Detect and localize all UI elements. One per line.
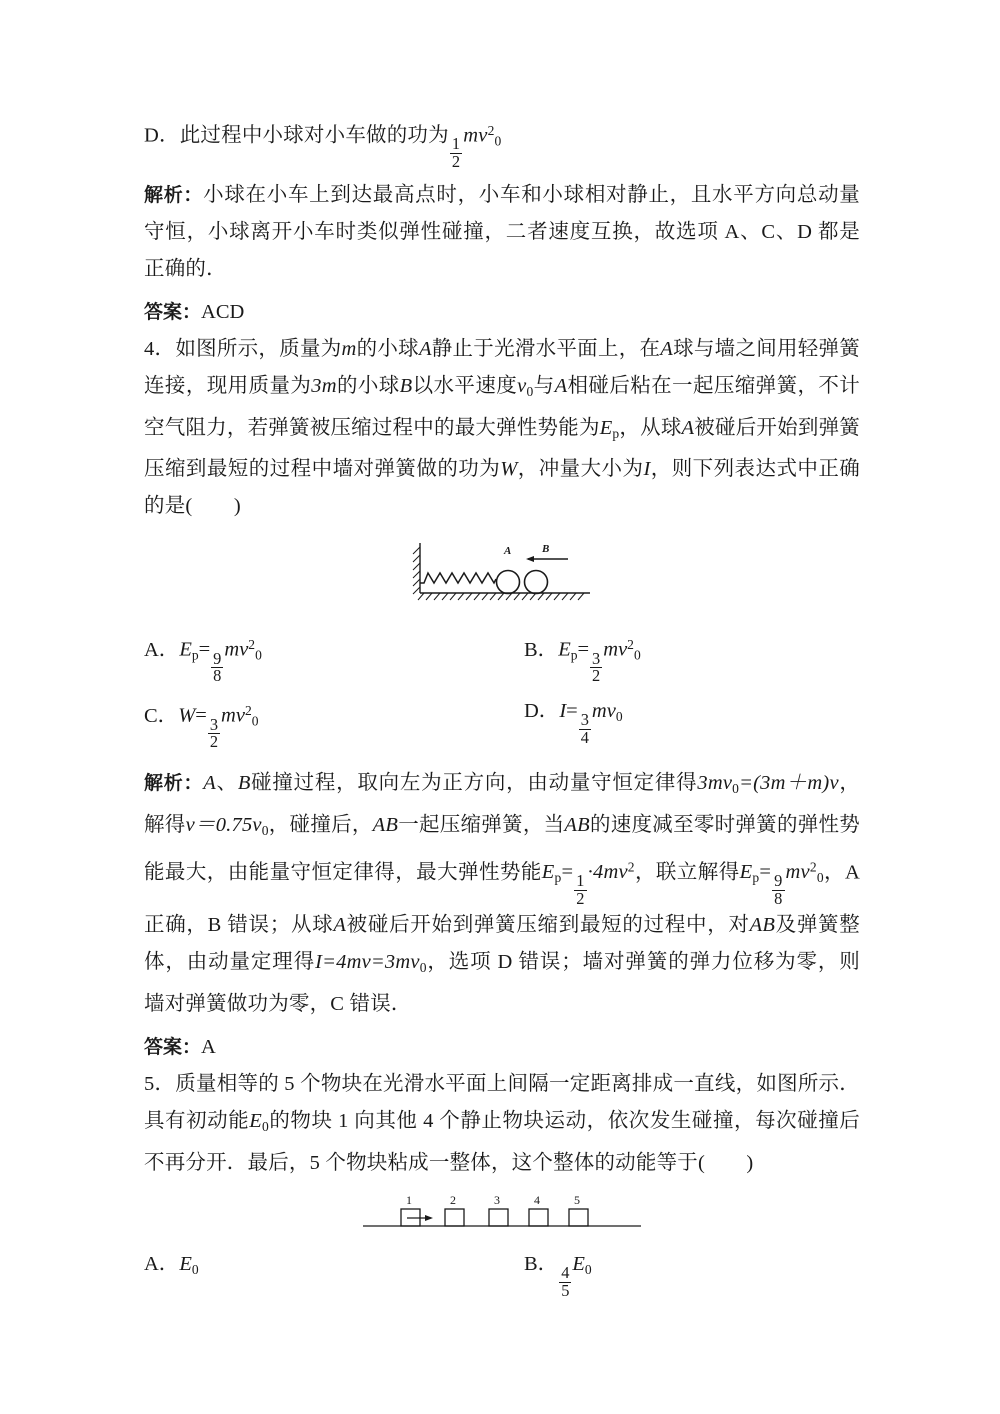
- q3-analysis-text: 小球在小车上到达最高点时，小车和小球相对静止，且水平方向总动量守恒，小球离开小车时类似弹性碰撞，二者速度互换，故选项 A、C、D 都是正确的．: [144, 183, 860, 280]
- q4-figure-wrap: [144, 535, 860, 607]
- q4-option-d-m: m: [591, 700, 607, 723]
- q4-option-c-v: v: [235, 704, 245, 727]
- q3-option-d-v-sub: 0: [494, 133, 502, 149]
- q4-option-row-ab: [144, 619, 860, 685]
- q4-an-b: B: [237, 772, 251, 794]
- q4-stem-t8: 相碰后粘在一起压缩弹簧，不计空气阻力，若弹簧被压缩过程中的最大弹性势能为: [144, 374, 860, 439]
- q4-an-ep2-eq: =: [759, 861, 772, 884]
- q4-an-t10: ，选项 D 错误；墙对弹簧的弹力位移为零，则墙对弹簧做功为零，C 错误．: [144, 951, 860, 1016]
- q4-option-d-eq: =: [566, 700, 578, 723]
- q4-option-b-v-sup: 2: [627, 637, 634, 653]
- q4-var-ep: E: [599, 416, 613, 439]
- q3-answer: [144, 294, 860, 331]
- q4-stem: [144, 331, 860, 526]
- q4-option-b-eq: =: [577, 638, 590, 661]
- q4-an-ab3: AB: [749, 914, 776, 937]
- q4-an-ep2-expr: [739, 859, 824, 908]
- q4-an-ep2-sub: p: [752, 869, 760, 885]
- q4-an-t9: 及弹簧整体，由动量定理得: [144, 914, 860, 974]
- q4-option-b-fraction: $\frac{3}{2}$: [592, 648, 601, 686]
- q5-number: 5．: [144, 1073, 176, 1096]
- ball-b-label: B: [542, 543, 550, 556]
- q4-option-a-var: E: [179, 638, 192, 661]
- block-label-3: 3: [494, 1192, 500, 1207]
- q5-stem-t2: 的物块 1 向其他 4 个静止物块运动，依次发生碰撞，每次碰撞后不再分开．最后，5 个物块粘成一整体，这个整体的动能等于( ): [144, 1110, 861, 1174]
- q4-option-d-fraction: $\frac{3}{4}$: [580, 710, 589, 747]
- q3-answer-label: 答案：: [144, 300, 202, 323]
- q4-option-d-lead: D．: [524, 700, 560, 723]
- q4-stem-t11: ，冲量大小为: [517, 458, 644, 481]
- q4-stem-t7: 与: [533, 374, 555, 397]
- q3-analysis-label: 解析：: [144, 183, 204, 206]
- q4-an-t1: 碰撞过程，取向左为正方向，由动量守恒定律得: [250, 772, 698, 794]
- q5-option-b-fraction: $\frac{4}{5}$: [561, 1262, 570, 1300]
- q4-an-a5: A: [333, 914, 347, 937]
- q4-option-c-fraction: $\frac{3}{2}$: [209, 714, 219, 752]
- q4-option-a-v: v: [239, 638, 249, 661]
- q4-stem-t1: 如图所示，质量为: [175, 337, 342, 360]
- q4-an-eq2: [186, 814, 269, 836]
- q4-an-eq1-rhs: =(3m＋m)v: [739, 772, 839, 794]
- q5-option-a-lead: A．: [144, 1252, 180, 1275]
- q4-an-eq2-rhs: ＝0.75v: [194, 813, 262, 836]
- q4-option-c-v-sup: 2: [244, 703, 252, 719]
- q4-an-t3: ，碰撞后，: [268, 813, 373, 836]
- q3-answer-value: ACD: [201, 300, 245, 323]
- q4-var-v0: v: [517, 374, 527, 397]
- q5-option-b-e: E: [572, 1252, 585, 1275]
- block-label-2: 2: [450, 1192, 456, 1207]
- q4-an-ep-eq: =: [561, 861, 574, 884]
- spring-wall-balls-diagram: [402, 535, 602, 607]
- q5-option-a-e: E: [179, 1252, 192, 1275]
- q5-figure-wrap: [144, 1188, 860, 1234]
- q4-option-c-var: W: [178, 704, 196, 727]
- q3-option-d-text: 此过程中小球对小车做的功为: [179, 124, 449, 147]
- q4-an-ep-tail: ·4mv: [587, 861, 628, 884]
- q4-option-row-cd: [144, 685, 860, 751]
- q4-number: 4．: [144, 337, 176, 360]
- q4-an-i-sub: 0: [419, 960, 427, 976]
- q4-an-ep-tail-sup: 2: [627, 859, 635, 875]
- q5-option-b-lead: B．: [524, 1252, 559, 1275]
- q4-option-d: [502, 685, 860, 751]
- q4-stem-t4: 球与墙之间用轻弹簧连接，现用质量为: [144, 337, 860, 397]
- ball-a-label: A: [504, 545, 512, 558]
- q4-var-ep-sub: p: [612, 425, 620, 441]
- q4-an-eq1-sub: 0: [732, 780, 740, 796]
- five-blocks-diagram: [357, 1188, 647, 1234]
- q3-option-d-m: m: [463, 124, 479, 147]
- q4-an-t2: ，解得: [144, 772, 861, 836]
- q4-an-ep-sub: p: [554, 869, 562, 885]
- q4-an-ab1: AB: [372, 813, 399, 836]
- q4-option-b: [502, 619, 860, 685]
- q4-var-a2: A: [660, 337, 674, 360]
- q5-var-e0: E: [249, 1110, 263, 1133]
- q5-stem-t1: 质量相等的 5 个物块在光滑水平面上间隔一定距离排成一直线，如图所示．具有初动能: [144, 1073, 860, 1133]
- q4-stem-t10: 被碰后开始到弹簧压缩到最短的过程中墙对弹簧做的功为: [144, 416, 860, 481]
- q5-option-a: [144, 1238, 502, 1299]
- q4-stem-t3: 静止于光滑水平面上，在: [431, 337, 661, 360]
- q4-an-eq1-lhs: 3mv: [697, 772, 733, 794]
- q4-option-b-m: m: [603, 638, 619, 661]
- q4-an-ep2-sub2: 0: [816, 869, 824, 885]
- q4-option-c-v-sub: 0: [251, 713, 259, 729]
- q4-var-v0-sub: 0: [526, 383, 534, 399]
- q4-option-d-v: v: [606, 700, 616, 723]
- q4-an-ep-fraction: $\frac{1}{2}$: [576, 870, 585, 908]
- q4-an-eq2-lhs: v: [185, 813, 195, 836]
- q3-option-d-lead: D．: [144, 124, 180, 147]
- q4-an-t7: ，A 正确，B 错误；从球: [144, 861, 860, 937]
- q4-stem-t9: ，从球: [619, 416, 682, 439]
- q3-option-d-v: v: [478, 124, 488, 147]
- q4-option-d-v-sub: 0: [615, 708, 623, 724]
- q3-option-d-v-sup: 2: [487, 123, 495, 138]
- q4-var-i: I: [643, 458, 651, 481]
- q4-option-a-v-sup: 2: [248, 637, 256, 653]
- q4-an-t5: 的速度减至零时弹簧的弹性势能最大，由能量守恒定律得，最大弹性势能: [144, 813, 860, 884]
- q5-option-row-ab: [144, 1238, 860, 1299]
- q4-option-b-v: v: [618, 638, 628, 661]
- q4-option-b-var: E: [558, 638, 571, 661]
- q4-an-eq1: [697, 772, 838, 794]
- q4-stem-t5: 的小球: [336, 374, 400, 397]
- q5-option-b: [502, 1238, 860, 1299]
- block-label-4: 4: [534, 1192, 540, 1207]
- q4-var-3m: 3m: [311, 374, 337, 397]
- q4-var-a3: A: [554, 374, 568, 397]
- q4-an-eq2-sub: 0: [261, 822, 269, 838]
- q5-option-a-e-sub: 0: [191, 1261, 199, 1277]
- q3-analysis: [144, 177, 860, 288]
- q5-var-e0-sub: 0: [262, 1118, 269, 1134]
- q4-option-a-lead: A．: [144, 638, 180, 661]
- q4-stem-t2: 的小球: [356, 337, 419, 360]
- q4-an-i: I: [315, 951, 323, 974]
- q5-option-b-e-sub: 0: [584, 1261, 592, 1277]
- block-label-1: 1: [406, 1192, 412, 1207]
- q4-an-sep: 、: [216, 772, 238, 794]
- q3-option-d-fraction: $\frac{1}{2}$: [451, 134, 461, 172]
- q3-option-d: [144, 112, 860, 171]
- q4-an-a: A: [203, 772, 216, 794]
- page-content: [144, 112, 860, 1299]
- q4-var-m: m: [341, 337, 357, 360]
- q5-stem: [144, 1066, 860, 1182]
- q4-option-a-eq: =: [198, 638, 211, 661]
- spring-coil: [420, 573, 496, 583]
- q4-var-b: B: [399, 374, 413, 397]
- q4-an-ep2-v: v: [800, 861, 810, 884]
- q4-answer-value: A: [201, 1036, 216, 1059]
- q4-an-ep-expr: [541, 859, 635, 908]
- q4-answer-label: 答案：: [144, 1036, 202, 1059]
- q4-an-i-expr: [315, 951, 427, 976]
- q4-answer: [144, 1029, 860, 1066]
- q4-an-ep2-m: m: [785, 861, 801, 884]
- q4-option-b-lead: B．: [524, 638, 559, 661]
- q4-option-a-m: m: [224, 638, 240, 661]
- q4-analysis-label: 解析：: [144, 772, 204, 794]
- q4-an-t4: 一起压缩弹簧，当: [398, 813, 565, 836]
- q4-var-a1: A: [418, 337, 432, 360]
- q4-stem-t12: ，则下列表达式中正确的是( ): [144, 458, 861, 518]
- q4-var-a4: A: [681, 416, 695, 439]
- q4-option-a-fraction: $\frac{9}{8}$: [213, 648, 222, 686]
- q4-option-c-m: m: [221, 704, 236, 727]
- block-label-5: 5: [574, 1192, 580, 1207]
- q4-var-w: W: [500, 458, 518, 481]
- q4-an-ab2: AB: [564, 813, 590, 836]
- q4-an-ep2-sup: 2: [809, 859, 817, 875]
- q4-option-a-var-sub: p: [191, 647, 199, 663]
- q4-an-i-rest: =4mv=3mv: [322, 951, 420, 974]
- q4-option-c-eq: =: [195, 704, 207, 727]
- q4-option-c: [144, 685, 502, 751]
- q4-option-d-var: I: [559, 700, 567, 723]
- q4-an-ep2-fraction: $\frac{9}{8}$: [774, 870, 783, 908]
- q4-option-b-v-sub: 0: [633, 647, 641, 663]
- q4-an-ep: E: [541, 861, 555, 884]
- q4-an-t8: 被碰后开始到弹簧压缩到最短的过程中，对: [346, 914, 750, 937]
- q4-option-a: [144, 619, 502, 685]
- q4-an-ep2: E: [739, 861, 753, 884]
- q4-analysis: [144, 765, 860, 1023]
- q4-stem-t6: 以水平速度: [412, 374, 518, 397]
- q4-option-c-lead: C．: [144, 704, 179, 727]
- q4-an-t6: ，联立解得: [634, 861, 740, 884]
- q4-option-b-var-sub: p: [570, 647, 578, 663]
- q4-option-a-v-sub: 0: [255, 647, 262, 663]
